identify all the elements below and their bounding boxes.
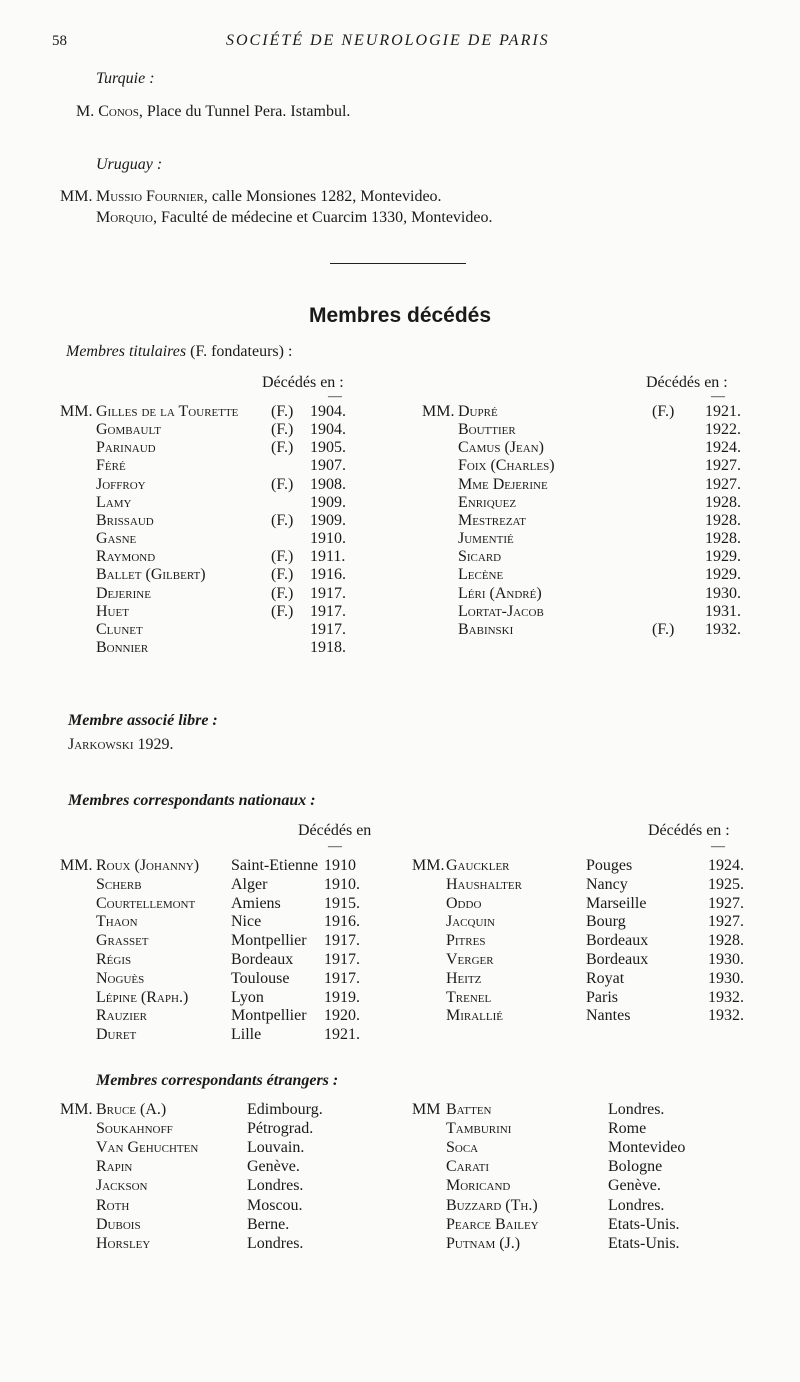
member-city: Montpellier [231,932,307,950]
nationaux-left-prefix: MM. [60,857,93,874]
nationaux-col-header-right: Décédés en : [648,822,730,839]
death-year: 1922. [705,421,741,439]
nationaux-right-prefix: MM. [412,857,445,874]
titulaires-dash-left: — [328,389,342,404]
death-year: 1917. [310,620,346,638]
entry-address: Faculté de médecine et Cuarcim 1330, Montevideo. [161,209,493,226]
etrangers-right-prefix: MM [412,1101,441,1118]
member-city: Louvain. [247,1139,305,1157]
member-city: Londres. [608,1101,665,1118]
death-year: 1917. [310,584,346,602]
death-year: 1918. [310,638,346,656]
member-city: Lille [231,1026,262,1044]
member-name: Roth [96,1196,130,1214]
etrangers-heading: Membres correspondants étrangers : [96,1072,339,1089]
member-name: Lépine (Raph.) [96,988,189,1006]
member-name: Lortat-Jacob [458,602,544,620]
member-name: Gasne [96,530,137,548]
member-name: Lamy [96,493,132,511]
member-city: Genève. [608,1177,661,1195]
member-city: Londres. [608,1196,665,1214]
member-city: Alger [231,875,268,893]
entry-turquie [76,104,350,120]
member-city: Bordeaux [586,951,649,968]
member-name: Jumentié [458,530,514,548]
member-city: Bologne [608,1158,663,1176]
member-name: Duret [96,1026,137,1044]
member-name: Enriquez [458,493,517,511]
death-year: 1925. [708,875,744,893]
death-year: 1928. [705,530,741,548]
member-name: Gilles de la Tourette [96,403,239,420]
member-name: Verger [446,951,494,968]
member-city: Londres. [247,1177,304,1195]
entry-name: Mussio Fournier, [96,188,208,205]
death-year: 1917. [324,969,360,987]
member-city: Nancy [586,875,628,893]
founder-mark: (F.) [271,602,294,620]
death-year: 1915. [324,894,360,912]
member-city: Londres. [247,1234,304,1252]
member-name: Camus (Jean) [458,439,544,457]
member-name: Mme Dejerine [458,475,548,493]
founder-mark: (F.) [271,421,294,439]
member-name: Brissaud [96,511,154,529]
death-year: 1910. [310,530,346,548]
member-name: Scherb [96,875,142,893]
nationaux-heading: Membres correspondants nationaux : [68,792,316,809]
member-name: Batten [446,1101,492,1118]
member-city: Bordeaux [231,951,294,968]
death-year: 1924. [708,857,744,874]
founder-mark: (F.) [271,566,294,584]
entry-name: Conos, [98,103,143,120]
death-year: 1929. [705,566,741,584]
member-city: Rome [608,1120,647,1138]
member-name: Huet [96,602,129,620]
member-name: Carati [446,1158,490,1176]
member-name: Pearce Bailey [446,1215,539,1233]
etrangers-left-prefix: MM. [60,1101,93,1118]
member-name: Raymond [96,548,156,566]
death-year: 1931. [705,602,741,620]
entry-uruguay-2 [96,210,492,226]
death-year: 1924. [705,439,741,457]
death-year: 1905. [310,439,346,457]
member-name: Pitres [446,932,486,950]
member-name: Haushalter [446,875,522,893]
member-city: Genève. [247,1158,300,1176]
nationaux-dash-left: — [328,839,342,854]
member-name: Grasset [96,932,149,950]
member-city: Nice [231,913,262,931]
member-name: Bouttier [458,421,516,439]
entry-year: 1929. [137,736,174,753]
member-name: Gombault [96,421,161,439]
death-year: 1916. [310,566,346,584]
entry-name: Morquio, [96,209,158,226]
founder-mark: (F.) [271,439,294,457]
death-year: 1921. [705,403,741,420]
country-uruguay: Uruguay : [96,156,163,173]
titulaires-note: (F. fondateurs) : [190,343,293,360]
member-name: Bonnier [96,638,149,656]
member-city: Edimbourg. [247,1101,323,1118]
titulaires-label [66,344,292,360]
member-name: Soukahnoff [96,1120,173,1138]
death-year: 1920. [324,1007,360,1025]
member-city: Etats-Unis. [608,1234,680,1252]
death-year: 1932. [705,620,741,638]
titulaires-heading: Membres titulaires [66,343,187,360]
titulaires-right-prefix: MM. [422,403,455,420]
uruguay-prefix: MM. [60,188,93,205]
death-year: 1904. [310,403,346,420]
death-year: 1909. [310,511,346,529]
member-name: Parinaud [96,439,156,457]
member-name: Ballet (Gilbert) [96,566,206,584]
member-city: Paris [586,988,618,1006]
member-city: Berne. [247,1215,290,1233]
member-city: Lyon [231,988,264,1006]
founder-mark: (F.) [652,620,675,638]
member-name: Bruce (A.) [96,1101,167,1118]
member-name: Jackson [96,1177,148,1195]
titulaires-dash-right: — [711,389,725,404]
member-name: Dejerine [96,584,151,602]
member-name: Mirallié [446,1007,503,1025]
member-city: Montevideo [608,1139,686,1157]
death-year: 1911. [310,548,346,566]
member-name: Rauzier [96,1007,147,1025]
associe-entry [68,737,174,753]
death-year: 1917. [324,932,360,950]
member-city: Marseille [586,894,647,912]
member-city: Pétrograd. [247,1120,314,1138]
member-city: Bordeaux [586,932,649,950]
titulaires-left-prefix: MM. [60,403,93,420]
founder-mark: (F.) [271,548,294,566]
member-city: Toulouse [231,969,290,987]
entry-address: Place du Tunnel Pera. Istambul. [146,103,351,120]
section-divider [330,263,466,264]
death-year: 1928. [705,511,741,529]
death-year: 1927. [705,457,741,475]
death-year: 1909. [310,493,346,511]
titulaires-col-header-left: Décédés en : [262,374,344,391]
founder-mark: (F.) [271,475,294,493]
member-name: Féré [96,457,126,475]
death-year: 1910. [324,875,360,893]
member-city: Etats-Unis. [608,1215,680,1233]
member-city: Royat [586,969,625,987]
member-name: Buzzard (Th.) [446,1196,538,1214]
associe-heading: Membre associé libre : [68,712,218,729]
member-city: Bourg [586,913,626,931]
death-year: 1917. [324,951,360,968]
member-name: Joffroy [96,475,146,493]
death-year: 1910 [324,857,356,874]
entry-uruguay-1 [96,189,442,205]
death-year: 1928. [705,493,741,511]
member-city: Amiens [231,894,281,912]
death-year: 1904. [310,421,346,439]
member-name: Thaon [96,913,138,931]
death-year: 1927. [708,894,744,912]
death-year: 1927. [705,475,741,493]
death-year: 1930. [708,969,744,987]
member-name: Oddo [446,894,482,912]
nationaux-dash-right: — [711,839,725,854]
member-name: Foix (Charles) [458,457,555,475]
member-name: Clunet [96,620,143,638]
death-year: 1932. [708,988,744,1006]
member-name: Soca [446,1139,479,1157]
member-name: Putnam (J.) [446,1234,521,1252]
death-year: 1916. [324,913,360,931]
page-number: 58 [52,33,67,49]
founder-mark: (F.) [271,511,294,529]
member-name: Régis [96,951,132,968]
member-city: Pouges [586,857,633,874]
death-year: 1917. [310,602,346,620]
member-name: Babinski [458,620,514,638]
death-year: 1930. [708,951,744,968]
death-year: 1932. [708,1007,744,1025]
founder-mark: (F.) [271,403,294,420]
member-name: Roux (Johanny) [96,857,200,874]
death-year: 1927. [708,913,744,931]
member-name: Tamburini [446,1120,512,1138]
member-name: Heitz [446,969,482,987]
member-city: Nantes [586,1007,631,1025]
member-name: Horsley [96,1234,151,1252]
titulaires-col-header-right: Décédés en : [646,374,728,391]
death-year: 1907. [310,457,346,475]
country-turquie: Turquie : [96,70,155,87]
running-title: SOCIÉTÉ DE NEUROLOGIE DE PARIS [226,32,550,49]
member-city: Moscou. [247,1196,303,1214]
death-year: 1928. [708,932,744,950]
member-name: Mestrezat [458,511,527,529]
nationaux-col-header-left: Décédés en [298,822,372,839]
member-name: Noguès [96,969,145,987]
member-name: Lecène [458,566,504,584]
entry-address: calle Monsiones 1282, Montevideo. [211,188,442,205]
death-year: 1908. [310,475,346,493]
member-city: Montpellier [231,1007,307,1025]
death-year: 1921. [324,1026,360,1044]
member-name: Jacquin [446,913,496,931]
member-name: Gauckler [446,857,510,874]
member-name: Moricand [446,1177,511,1195]
death-year: 1919. [324,988,360,1006]
member-name: Van Gehuchten [96,1139,199,1157]
founder-mark: (F.) [271,584,294,602]
member-name: Dubois [96,1215,141,1233]
entry-name: Jarkowski [68,736,134,753]
member-name: Trenel [446,988,492,1006]
member-name: Sicard [458,548,502,566]
founder-mark: (F.) [652,403,675,420]
member-name: Léri (André) [458,584,542,602]
entry-prefix: M. [76,103,95,120]
section-title-deceased: Membres décédés [308,304,492,327]
member-name: Rapin [96,1158,133,1176]
death-year: 1930. [705,584,741,602]
member-city: Saint-Etienne [231,857,319,874]
member-name: Dupré [458,403,498,420]
death-year: 1929. [705,548,741,566]
member-name: Courtellemont [96,894,196,912]
